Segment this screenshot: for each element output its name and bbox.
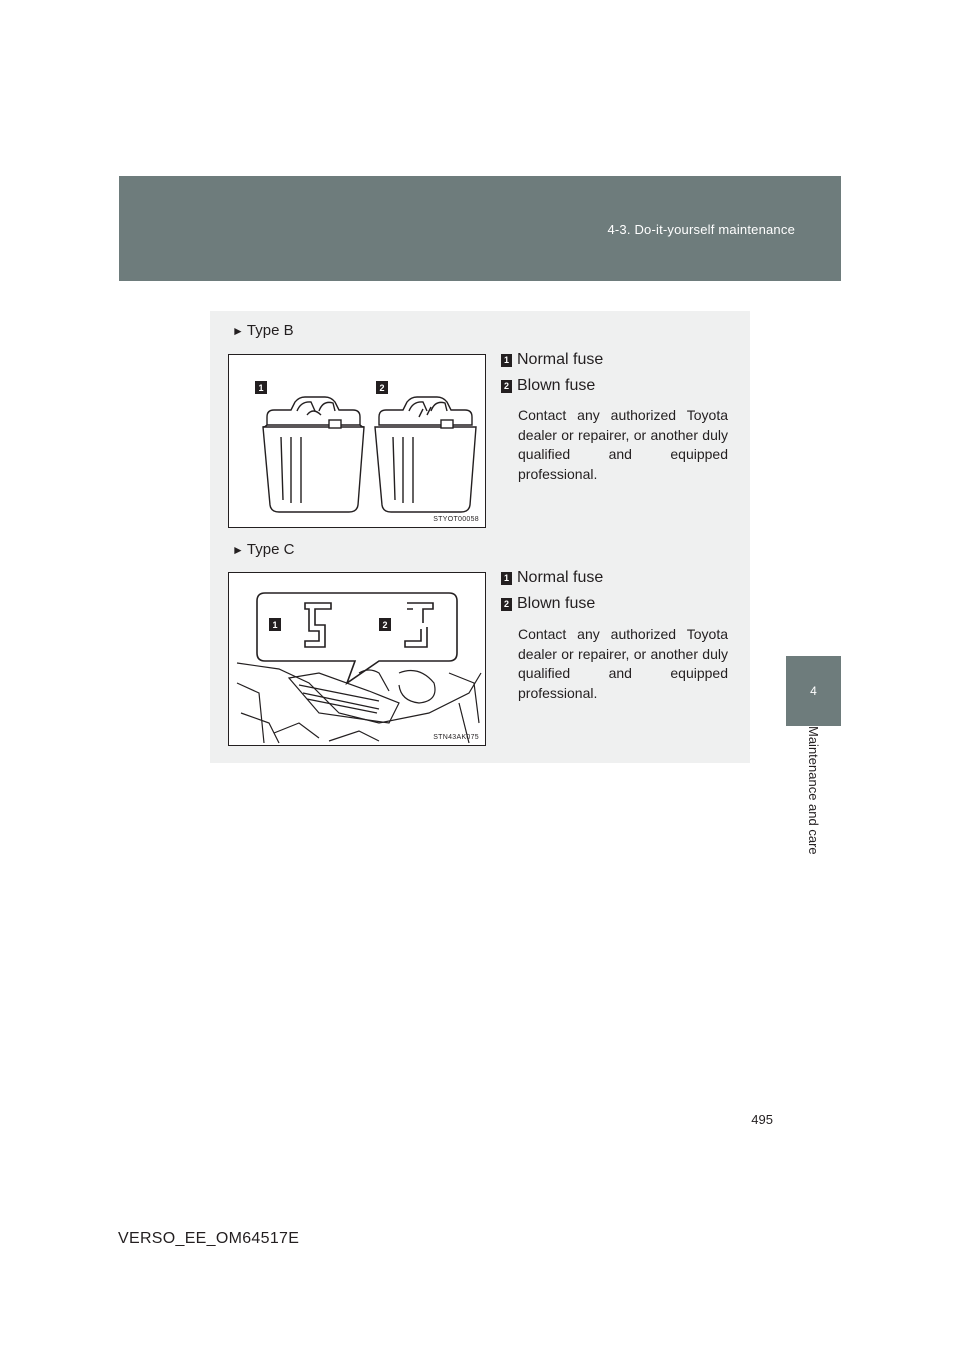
arrow-icon: ► — [232, 324, 244, 338]
type-b-label: Type B — [246, 322, 294, 339]
chapter-number-tab — [786, 656, 841, 726]
type-b-heading — [232, 322, 294, 339]
callout-label: Blown fuse — [517, 595, 596, 612]
callout-number: 2 — [501, 380, 512, 393]
figure-label-1: 1 — [255, 381, 267, 394]
callout-label: Blown fuse — [517, 377, 596, 394]
callout-label: Normal fuse — [517, 569, 604, 586]
chapter-number: 4 — [810, 684, 817, 698]
engine-bay-drawing — [237, 593, 481, 743]
section-title: 4-3. Do-it-yourself maintenance — [607, 222, 795, 237]
callout-label: Normal fuse — [517, 351, 604, 368]
callout-number: 2 — [501, 598, 512, 611]
figure-label-1: 1 — [269, 618, 281, 631]
fuse-type-c-illustration — [229, 573, 485, 745]
chapter-label-tab — [786, 726, 841, 886]
type-b-figure — [228, 354, 486, 528]
callout-blown-fuse-b — [501, 377, 595, 395]
content-panel — [210, 311, 750, 763]
figure-label-2: 2 — [376, 381, 388, 394]
chapter-label: Maintenance and care — [805, 726, 821, 855]
arrow-icon: ► — [232, 543, 244, 557]
document-code: VERSO_EE_OM64517E — [118, 1230, 300, 1247]
callout-normal-fuse-b — [501, 351, 603, 369]
callout-number: 1 — [501, 572, 512, 585]
blown-fuse-drawing — [375, 397, 476, 512]
callout-normal-fuse-c — [501, 569, 603, 587]
figure-code: STN43AK075 — [433, 734, 479, 741]
figure-code: STYOT00058 — [433, 516, 479, 523]
section-header — [119, 176, 841, 281]
type-c-heading — [232, 541, 294, 558]
page-number: 495 — [751, 1112, 773, 1127]
fuse-type-b-illustration — [229, 355, 485, 527]
type-c-label: Type C — [246, 541, 295, 558]
callout-number: 1 — [501, 354, 512, 367]
normal-fuse-drawing — [263, 397, 364, 512]
type-b-note: Contact any authorized Toyota dealer or repairer, or another duly qualified and equipped professional. — [518, 407, 728, 482]
figure-label-2: 2 — [379, 618, 391, 631]
type-c-note: Contact any authorized Toyota dealer or repairer, or another duly qualified and equipped professional. — [518, 626, 728, 701]
callout-blown-fuse-c — [501, 595, 595, 613]
type-c-figure — [228, 572, 486, 746]
